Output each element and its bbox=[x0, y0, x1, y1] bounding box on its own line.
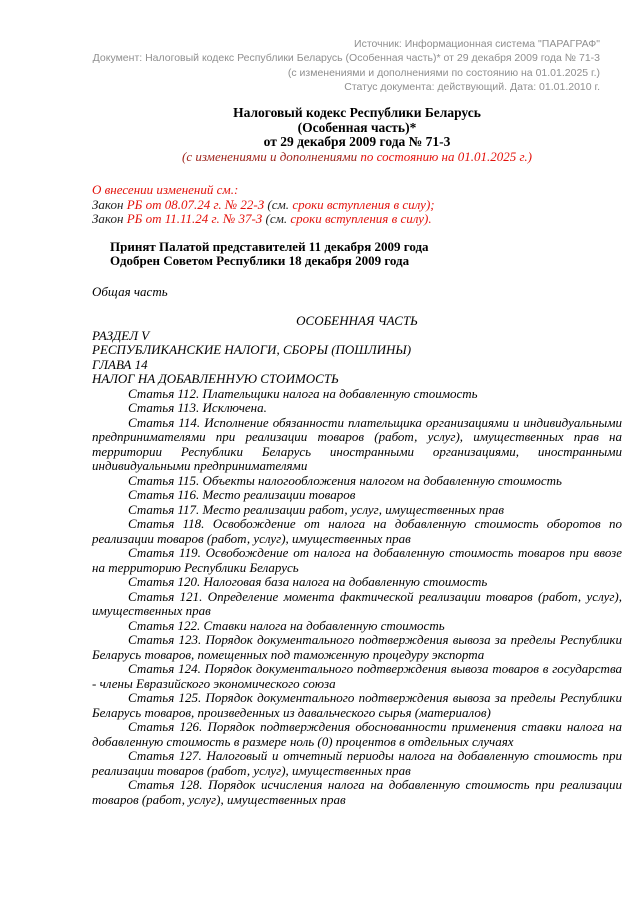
chapter-title: НАЛОГ НА ДОБАВЛЕННУЮ СТОИМОСТЬ bbox=[92, 371, 339, 387]
article-item: Статья 124. Порядок документального подтверждения вывоза товаров в государства - члены Евразийского экономического союза bbox=[92, 661, 622, 691]
law-prefix: Закон bbox=[92, 196, 127, 212]
article-item: Статья 123. Порядок документального подтверждения вывоза за пределы Республики Беларусь товаров, помещенных под таможенную процедуру экспорта bbox=[92, 632, 622, 662]
title-line-1: Налоговый кодекс Республики Беларусь bbox=[233, 105, 481, 121]
article-item: Статья 126. Порядок подтверждения обоснованности применения ставки налога на добавленную стоимость в размере ноль (0) процентов в отдельных случаях bbox=[92, 719, 622, 749]
article-item: Статья 122. Ставки налога на добавленную стоимость bbox=[128, 617, 445, 633]
law-suffix: ). bbox=[424, 211, 432, 227]
article-item: Статья 114. Исполнение обязанности плательщика организациями и индивидуальными предпринимателями при реализации товаров (работ, услуг), имущественных прав на территории Республики Беларусь иностранными организациями, иностранными индивидуальными предпринимателями bbox=[92, 414, 622, 474]
title-amendment-line bbox=[92, 150, 622, 165]
law-middle-text: (см. bbox=[264, 196, 293, 212]
article-item: Статья 121. Определение момента фактической реализации товаров (работ, услуг), имущественных прав bbox=[92, 588, 622, 619]
section-title: РЕСПУБЛИКАНСКИЕ НАЛОГИ, СБОРЫ (ПОШЛИНЫ) bbox=[92, 342, 412, 358]
meta-status-line: Статус документа: действующий. Дата: 01.01.2010 г. bbox=[344, 80, 600, 93]
chapter-heading: ГЛАВА 14 bbox=[92, 356, 148, 372]
approved-line: Одобрен Советом Республики 18 декабря 2009 года bbox=[110, 253, 410, 269]
law-effective-dates-link[interactable]: сроки вступления в силу bbox=[292, 196, 426, 212]
article-item: Статья 120. Налоговая база налога на добавленную стоимость bbox=[128, 574, 488, 590]
document-title-block bbox=[92, 106, 622, 164]
section-heading: РАЗДЕЛ V bbox=[92, 327, 150, 343]
article-item: Статья 127. Налоговый и отчетный периоды налога на добавленную стоимость при реализации товаров (работ, услуг), имущественных прав bbox=[92, 748, 622, 778]
law-reference-line bbox=[92, 212, 622, 227]
law-effective-dates-link[interactable]: сроки вступления в силу bbox=[290, 211, 425, 227]
general-part-label: Общая часть bbox=[92, 283, 168, 299]
special-part-heading: ОСОБЕННАЯ ЧАСТЬ bbox=[296, 313, 418, 329]
adoption-block bbox=[110, 240, 622, 269]
meta-source-line: Источник: Информационная система "ПАРАГРАФ" bbox=[354, 38, 600, 50]
amendment-text: (с изменениями и дополнениями bbox=[182, 148, 361, 164]
article-item: Статья 119. Освобождение от налога на добавленную стоимость товаров при ввозе на территорию Республики Беларусь bbox=[92, 545, 622, 575]
law-suffix: ); bbox=[425, 196, 435, 212]
article-item: Статья 113. Исключена. bbox=[128, 400, 267, 416]
articles-list bbox=[92, 387, 622, 808]
amendments-notice-block bbox=[92, 183, 622, 227]
document-meta-header bbox=[92, 37, 600, 94]
amendments-intro: О внесении изменений см.: bbox=[92, 182, 239, 198]
law-prefix: Закон bbox=[92, 211, 127, 227]
amendment-date: по состоянию на 01.01.2025 г.) bbox=[360, 148, 532, 164]
article-item: Статья 118. Освобождение от налога на добавленную стоимость оборотов по реализации товаров (работ, услуг), имущественных прав bbox=[92, 516, 622, 546]
special-part-block bbox=[92, 314, 622, 807]
law-number-link[interactable]: РБ от 11.11.24 г. № 37-З bbox=[126, 211, 263, 227]
article-item: Статья 115. Объекты налогообложения налогом на добавленную стоимость bbox=[128, 472, 562, 488]
title-line-2: (Особенная часть)* bbox=[297, 119, 417, 135]
law-middle-text: (см. bbox=[262, 211, 291, 227]
title-line-3: от 29 декабря 2009 года № 71-3 bbox=[263, 134, 451, 150]
article-item: Статья 117. Место реализации работ, услуг, имущественных прав bbox=[128, 501, 504, 517]
adopted-line: Принят Палатой представителей 11 декабря 2009 года bbox=[110, 238, 429, 254]
article-item: Статья 125. Порядок документального подтверждения вывоза за пределы Республики Беларусь товаров, произведенных из давальческого сырья (материалов) bbox=[92, 690, 622, 720]
meta-document-line: Документ: Налоговый кодекс Республики Беларусь (Особенная часть)* от 29 декабря 2009 года № 71-3 (с изменениями и дополнениями по состоянию на 01.01.2025 г.) bbox=[92, 52, 600, 79]
law-number-link[interactable]: РБ от 08.07.24 г. № 22-З bbox=[126, 196, 265, 212]
article-item: Статья 116. Место реализации товаров bbox=[128, 487, 356, 503]
law-reference-line bbox=[92, 198, 622, 213]
article-item: Статья 128. Порядок исчисления налога на добавленную стоимость при реализации товаров (работ, услуг), имущественных прав bbox=[92, 777, 622, 807]
article-item: Статья 112. Плательщики налога на добавленную стоимость bbox=[128, 385, 478, 401]
